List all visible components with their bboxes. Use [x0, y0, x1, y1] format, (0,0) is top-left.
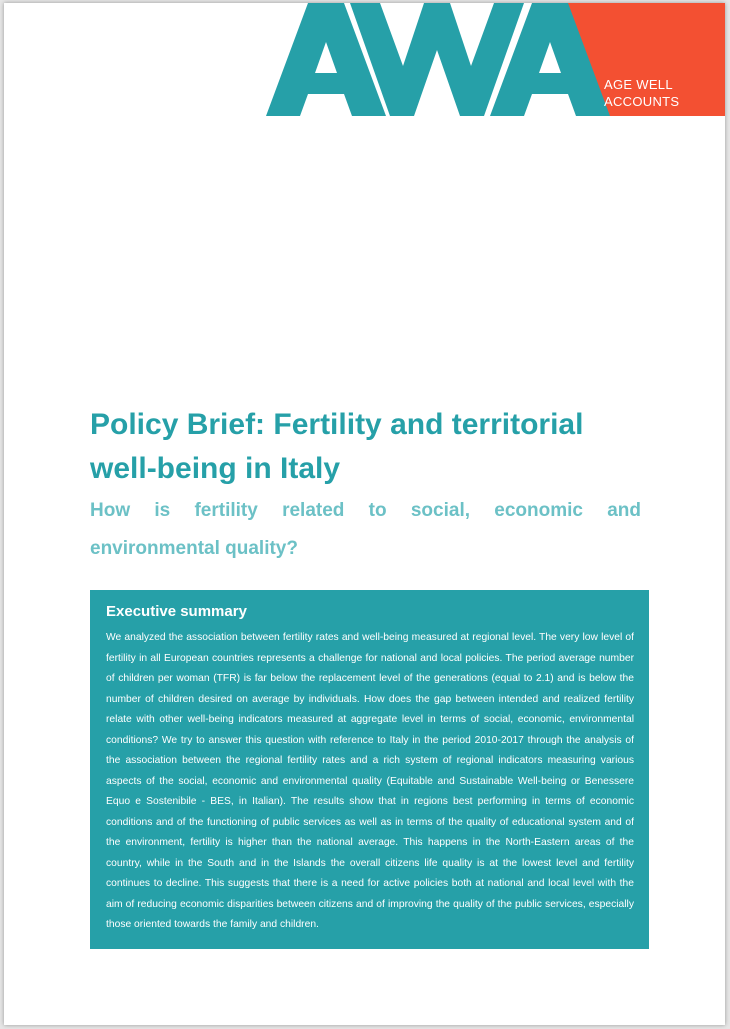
document-title: Policy Brief: Fertility and territorial well-being in Italy [90, 408, 584, 485]
executive-summary-heading: Executive summary [106, 603, 247, 620]
document-page [4, 3, 725, 1025]
document-subtitle: How is fertility related to social, economic and environmental quality? [90, 500, 641, 559]
logo-wordmark-line2: ACCOUNTS [604, 94, 680, 109]
logo-wordmark-line1: AGE WELL [604, 77, 673, 92]
executive-summary-box [90, 590, 649, 949]
logo-wordmark [604, 76, 722, 110]
executive-summary-text: We analyzed the association between fertility rates and well-being measured at regional level. The very low level of fertility in all European countries represents a challenge for national and local policies. The period average number of children per woman (TFR) is far below the replacement level of the generations (equal to 2.1) and is below the number of children desired on average by individuals. How does the gap between intended and realized fertility relate with other well-being indicators measured at aggregate level in terms of social, economic, environmental conditions? We try to answer this question with reference to Italy in the period 2010-2017 through the analysis of the association between the regional fertility rates and a rich system of regional indicators measuring various aspects of the social, economic and environmental quality (Equitable and Sustainable Well-being or Benessere Equo e Sostenibile - BES, in Italian). The results show that in regions best performing in terms of economic conditions and of the functioning of public services as well as in terms of the quality of educational system and of the environment, fertility is higher than the national average. This happens in the North-Eastern areas of the country, while in the South and in the Islands the overall citizens life quality is at the lowest level and fertility continues to decline. This suggests that there is a need for active policies both at national and local level with the aim of reducing economic disparities between citizens and of improving the quality of the public services, especially those oriented towards the family and children. [106, 632, 634, 930]
